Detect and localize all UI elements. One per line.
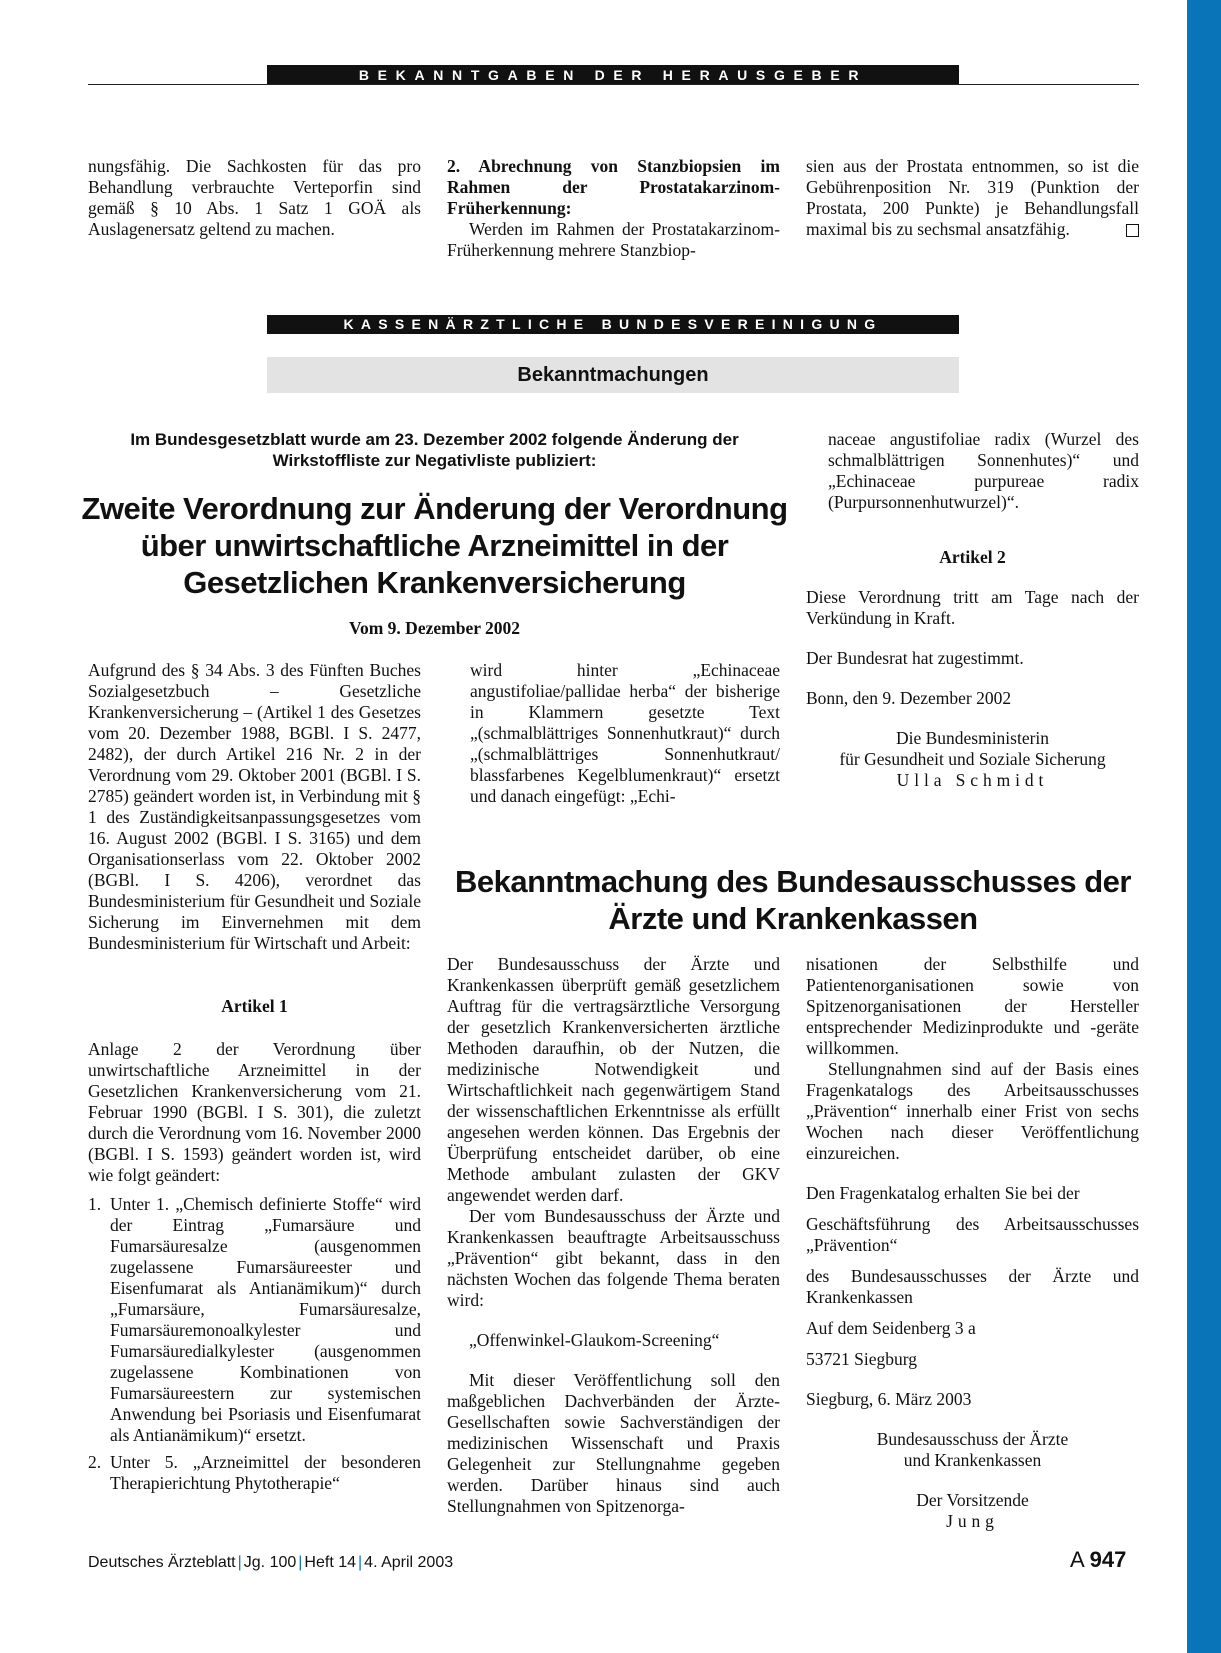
top-col-2 xyxy=(447,156,780,261)
section-header: BEKANNTGABEN DER HERAUSGEBER xyxy=(267,65,959,85)
announcement-p5: Stellungnahmen sind auf der Basis eines Fragenkatalogs des Arbeitsausschusses „Prävention“ innerhalb einer Frist von sechs Wochen nach dieser Veröffentlichung einzureichen. xyxy=(806,1059,1139,1163)
header-rule xyxy=(88,84,1139,85)
volume: Jg. 100 xyxy=(243,1554,297,1571)
top-col2-text: Werden im Rahmen der Prostatakarzinom-Früherkennung mehrere Stanzbiop- xyxy=(447,219,780,260)
artikel2-heading: Artikel 2 xyxy=(939,547,1006,567)
footer: Deutsches Ärzteblatt | Jg. 100 | Heft 14 | 4. April 2003 xyxy=(88,1554,454,1571)
top-col-1 xyxy=(88,156,421,240)
end-mark-icon xyxy=(1126,224,1139,237)
announcement-p2: Der vom Bundesausschuss der Ärzte und Krankenkassen beauftragte Arbeitsausschuss „Prävention“ gibt bekannt, dass in den nächsten Wochen das folgende Thema beraten wird: xyxy=(447,1206,780,1310)
contact-line-3: des Bundesausschusses der Ärzte und Krankenkassen xyxy=(806,1266,1139,1307)
kbv-header: KASSENÄRZTLICHE BUNDESVEREINIGUNG xyxy=(267,315,959,334)
amendment-list xyxy=(88,1194,421,1494)
city-address: 53721 Siegburg xyxy=(806,1349,917,1369)
article-date: Vom 9. Dezember 2002 xyxy=(348,618,521,638)
issue-date: 4. April 2003 xyxy=(364,1554,454,1571)
edge-color-bar xyxy=(1187,0,1221,1653)
article2-col-1 xyxy=(447,954,780,1517)
journal-name: Deutsches Ärzteblatt xyxy=(88,1554,236,1571)
subsection-bar: Bekanntmachungen xyxy=(267,357,959,393)
announcement-topic: „Offenwinkel-Glaukom-Screening“ xyxy=(469,1330,720,1350)
article1-col-2 xyxy=(470,660,780,807)
list-item: 2. Unter 5. „Arzneimittel der besonderen Therapierichtung Phytotherapie“ xyxy=(88,1452,421,1493)
section-heading: 2. Abrechnung von Stanzbiopsien im Rahmen der Prostatakarzinom-Früherkennung: xyxy=(447,156,780,218)
top-col1-text: nungsfähig. Die Sachkosten für das pro Behandlung verbrauchte Verteporfin sind gemäß § 10 Abs. 1 Satz 1 GOÄ als Auslagenersatz geltend zu machen. xyxy=(88,156,421,239)
article1-col-3 xyxy=(806,429,1139,791)
announcement-p4: nisationen der Selbsthilfe und Patientenorganisationen sowie von Spitzenorganisationen der Hersteller entsprechender Medizinprodukte und -geräte willkommen. xyxy=(806,954,1139,1058)
announcement-p1: Der Bundesausschuss der Ärzte und Krankenkassen überprüft gemäß gesetzlichem Auftrag für die vertragsärztliche Versorgung der gesetzlich Krankenversicherten ärztliche Methoden daraufhin, ob der Nutzen, die medizinische Notwendigkeit und Wirtschaftlichkeit nach gegenwärtigem Stand der wissenschaftlichen Erkenntnisse als erfüllt angesehen werden können. Das Ergebnis der Überprüfung entscheidet darüber, ob eine Methode ambulant zulasten der GKV angewendet werden darf. xyxy=(447,954,780,1205)
page-number: A 947 xyxy=(1070,1547,1127,1572)
street-address: Auf dem Seidenberg 3 a xyxy=(806,1318,976,1338)
list-item: 1. Unter 1. „Chemisch definierte Stoffe“ wird der Eintrag „Fumarsäure und Fumarsäuresalze (ausgenommen zugelassene Fumarsäureester und Eisenfumarat als Antianämikum)“ durch „Fumarsäure, Fumarsäuresalze, Fumarsäuremonoalkylester und Fumarsäuredialkylester (ausgenommen zugelassene Kombinationen von Fumarsäureestern zur systemischen Anwendung bei Psoriasis und Eisenfumarat als Antianämikum)“ ersetzt. xyxy=(88,1194,421,1445)
contact-line-1: Den Fragenkatalog erhalten Sie bei der xyxy=(806,1183,1080,1203)
place-date: Bonn, den 9. Dezember 2002 xyxy=(806,688,1012,708)
contact-line-2: Geschäftsführung des Arbeitsausschusses „Prävention“ xyxy=(806,1214,1139,1255)
top-col-3 xyxy=(806,156,1139,240)
article1-intro: Aufgrund des § 34 Abs. 3 des Fünften Buches Sozialgesetzbuch – Gesetzliche Krankenversicherung – (Artikel 1 des Gesetzes vom 20. Dezember 1988, BGBl. I S. 2477, 2482), der durch Artikel 216 Nr. 2 in der Verordnung vom 29. Oktober 2001 (BGBl. I S. 2785) geändert worden ist, in Verbindung mit § 1 des Zuständigkeitsanpassungsgesetzes vom 16. August 2002 (BGBl. I S. 3165) und dem Organisationserlass vom 22. Oktober 2002 (BGBl. I S. 4206), verordnet das Bundesministerium für Gesundheit und Soziale Sicherung im Einvernehmen mit dem Bundesministerium für Wirtschaft und Arbeit: xyxy=(88,660,421,953)
bundesrat-note: Der Bundesrat hat zugestimmt. xyxy=(806,648,1024,668)
artikel2-text: Diese Verordnung tritt am Tage nach der Verkündung in Kraft. xyxy=(806,587,1139,628)
signer-line-2: für Gesundheit und Soziale Sicherung xyxy=(839,749,1106,769)
article1-col2-text: wird hinter „Echinaceae angustifoliae/pallidae herba“ der bisherige in Klammern gesetzte Text „(schmalblättriges Sonnenhutkraut)“ durch „(schmalblättriges Sonnenhutkraut/ blassfarbenes Kegelblumenkraut)“ ersetzt und danach eingefügt: „Echi- xyxy=(470,660,780,806)
article2-col-2 xyxy=(806,954,1139,1532)
top-col3-text: sien aus der Prostata entnommen, so ist die Gebührenposition Nr. 319 (Punktion der Prostata, 200 Punkte) je Behandlungsfall maximal bis zu sechsmal ansatzfähig. xyxy=(806,156,1139,239)
chair-title: Der Vorsitzende xyxy=(916,1490,1029,1510)
announcement-p3: Mit dieser Veröffentlichung soll den maßgeblichen Dachverbänden der Ärzte-Gesellschaften sowie Sachverständigen der medizinischen Wissenschaft und Praxis Gelegenheit zur Stellungnahme gegeben werden. Darüber hinaus sind auch Stellungnahmen von Spitzenorga- xyxy=(447,1370,780,1516)
issue: Heft 14 xyxy=(304,1554,357,1571)
article-kicker: Im Bundesgesetzblatt wurde am 23. Dezember 2002 folgende Änderung der Wirkstoffliste zur Negativliste publiziert: xyxy=(130,430,739,470)
org-line-1: Bundesausschuss der Ärzte xyxy=(876,1429,1069,1449)
place-date: Siegburg, 6. März 2003 xyxy=(806,1389,972,1409)
signer-line-1: Die Bundesministerin xyxy=(895,728,1050,748)
announcement-title: Bekanntmachung des Bundesausschusses der Ärzte und Krankenkassen xyxy=(454,864,1131,936)
org-line-2: und Krankenkassen xyxy=(903,1450,1042,1470)
signer-name: Ulla Schmidt xyxy=(896,770,1049,790)
article1-col3-text: naceae angustifoliae radix (Wurzel des schmalblättrigen Sonnenhutes)“ und „Echinaceae purpureae radix (Purpursonnenhutwurzel)“. xyxy=(828,429,1139,512)
article1-col-1 xyxy=(88,660,421,1500)
artikel1-heading: Artikel 1 xyxy=(221,996,288,1016)
artikel1-text: Anlage 2 der Verordnung über unwirtschaftliche Arzneimittel in der Gesetzlichen Krankenversicherung vom 21. Februar 1990 (BGBl. I S. 301), die zuletzt durch die Verordnung vom 16. November 2000 (BGBl. I S. 1593) geändert worden ist, wird wie folgt geändert: xyxy=(88,1039,421,1185)
chair-name: Jung xyxy=(946,1511,999,1531)
article-title: Zweite Verordnung zur Änderung der Verordnung über unwirtschaftliche Arzneimittel in der Gesetzlichen Krankenversicherung xyxy=(81,491,788,600)
